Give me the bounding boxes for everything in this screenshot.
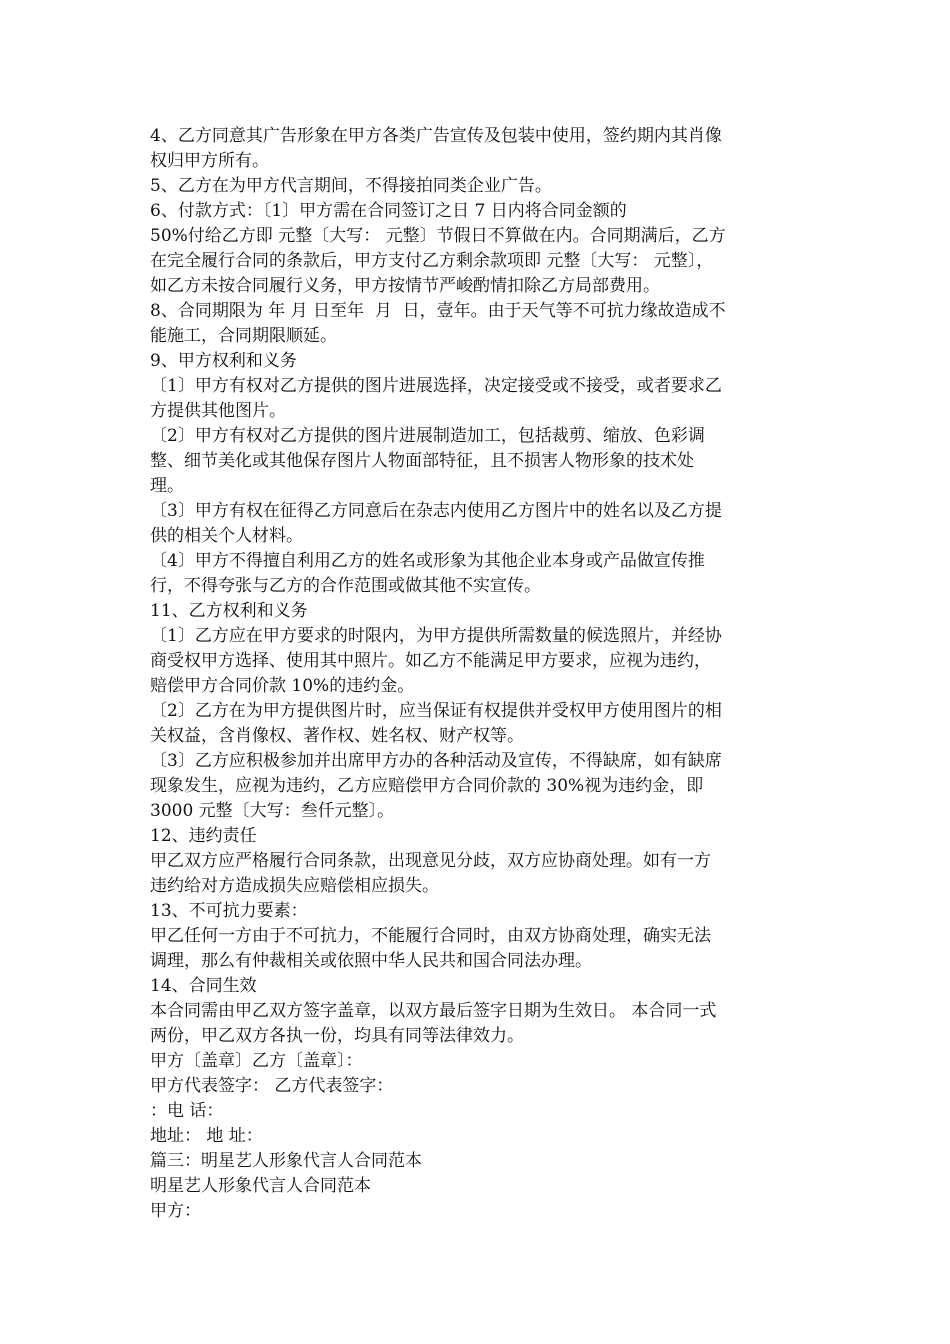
contract-document-body xyxy=(150,124,798,1224)
text-line: 现象发生，应视为违约，乙方应赔偿甲方合同价款的 30%视为违约金，即 xyxy=(150,776,704,796)
section-heading: 14、合同生效 xyxy=(150,976,257,996)
text-line: 如乙方未按合同履行义务，甲方按情节严峻酌情扣除乙方局部费用。 xyxy=(150,276,660,296)
text-line: 〔3〕甲方有权在征得乙方同意后在杂志内使用乙方图片中的姓名以及乙方提 xyxy=(150,501,722,521)
text-line: 在完全履行合同的条款后，甲方支付乙方剩余款项即 元整〔大写： 元整〕， xyxy=(150,251,714,271)
section-heading: 9、甲方权利和义务 xyxy=(150,351,297,371)
text-line: 50%付给乙方即 元整〔大写： 元整〕节假日不算做在内。合同期满后，乙方 xyxy=(150,226,726,246)
section-heading: 13、不可抗力要素： xyxy=(150,901,308,921)
text-line: 〔2〕甲方有权对乙方提供的图片进展制造加工，包括裁剪、缩放、色彩调 xyxy=(150,426,705,446)
text-line: 甲方： xyxy=(150,1201,201,1221)
section-heading: 11、乙方权利和义务 xyxy=(150,601,308,621)
text-line: 〔4〕甲方不得擅自利用乙方的姓名或形象为其他企业本身或产品做宣传推 xyxy=(150,551,705,571)
text-line: 〔3〕乙方应积极参加并出席甲方办的各种活动及宣传，不得缺席，如有缺席 xyxy=(150,751,722,771)
text-line: 3000 元整〔大写：叁仟元整〕。 xyxy=(150,801,395,821)
text-line: 本合同需由甲乙双方签字盖章，以双方最后签字日期为生效日。 本合同一式 xyxy=(150,1001,717,1021)
text-line: 〔1〕甲方有权对乙方提供的图片进展选择，决定接受或不接受，或者要求乙 xyxy=(150,376,722,396)
text-line: 赔偿甲方合同价款 10%的违约金。 xyxy=(150,676,415,696)
text-line: 〔1〕乙方应在甲方要求的时限内，为甲方提供所需数量的候选照片，并经协 xyxy=(150,626,722,646)
text-line: 5、乙方在为甲方代言期间，不得接拍同类企业广告。 xyxy=(150,176,552,196)
signature-line: ：电 话： xyxy=(150,1101,224,1121)
text-line: 甲乙任何一方由于不可抗力，不能履行合同时，由双方协商处理，确实无法 xyxy=(150,926,711,946)
text-line: 甲乙双方应严格履行合同条款，出现意见分歧，双方应协商处理。如有一方 xyxy=(150,851,711,871)
document-title: 明星艺人形象代言人合同范本 xyxy=(150,1176,371,1196)
text-line: 能施工，合同期限顺延。 xyxy=(150,326,337,346)
section-heading: 12、违约责任 xyxy=(150,826,257,846)
signature-line: 甲方〔盖章〕乙方〔盖章〕： xyxy=(150,1051,363,1071)
text-line: 权归甲方所有。 xyxy=(150,151,269,171)
text-line: 调理，那么有仲裁相关或依照中华人民共和国合同法办理。 xyxy=(150,951,592,971)
text-line: 违约给对方造成损失应赔偿相应损失。 xyxy=(150,876,439,896)
section-heading: 篇三：明星艺人形象代言人合同范本 xyxy=(150,1151,422,1171)
text-line: 〔2〕乙方在为甲方提供图片时，应当保证有权提供并受权甲方使用图片的相 xyxy=(150,701,722,721)
text-line: 行，不得夸张与乙方的合作范围或做其他不实宣传。 xyxy=(150,576,541,596)
text-line: 理。 xyxy=(150,476,184,496)
text-line: 方提供其他图片。 xyxy=(150,401,286,421)
text-line: 整、细节美化或其他保存图片人物面部特征，且不损害人物形象的技术处 xyxy=(150,451,694,471)
text-line: 两份，甲乙双方各执一份，均具有同等法律效力。 xyxy=(150,1026,524,1046)
signature-line: 地址： 地 址： xyxy=(150,1126,263,1146)
text-line: 供的相关个人材料。 xyxy=(150,526,303,546)
text-line: 4、乙方同意其广告形象在甲方各类广告宣传及包装中使用，签约期内其肖像 xyxy=(150,126,722,146)
text-line: 关权益，含肖像权、著作权、姓名权、财产权等。 xyxy=(150,726,524,746)
text-line: 6、付款方式：〔1〕甲方需在合同签订之日 7 日内将合同金额的 xyxy=(150,201,627,221)
text-line: 商受权甲方选择、使用其中照片。如乙方不能满足甲方要求，应视为违约， xyxy=(150,651,711,671)
text-line: 8、合同期限为 年 月 日至年 月 日，壹年。由于天气等不可抗力缘故造成不 xyxy=(150,301,726,321)
signature-line: 甲方代表签字： 乙方代表签字： xyxy=(150,1076,394,1096)
